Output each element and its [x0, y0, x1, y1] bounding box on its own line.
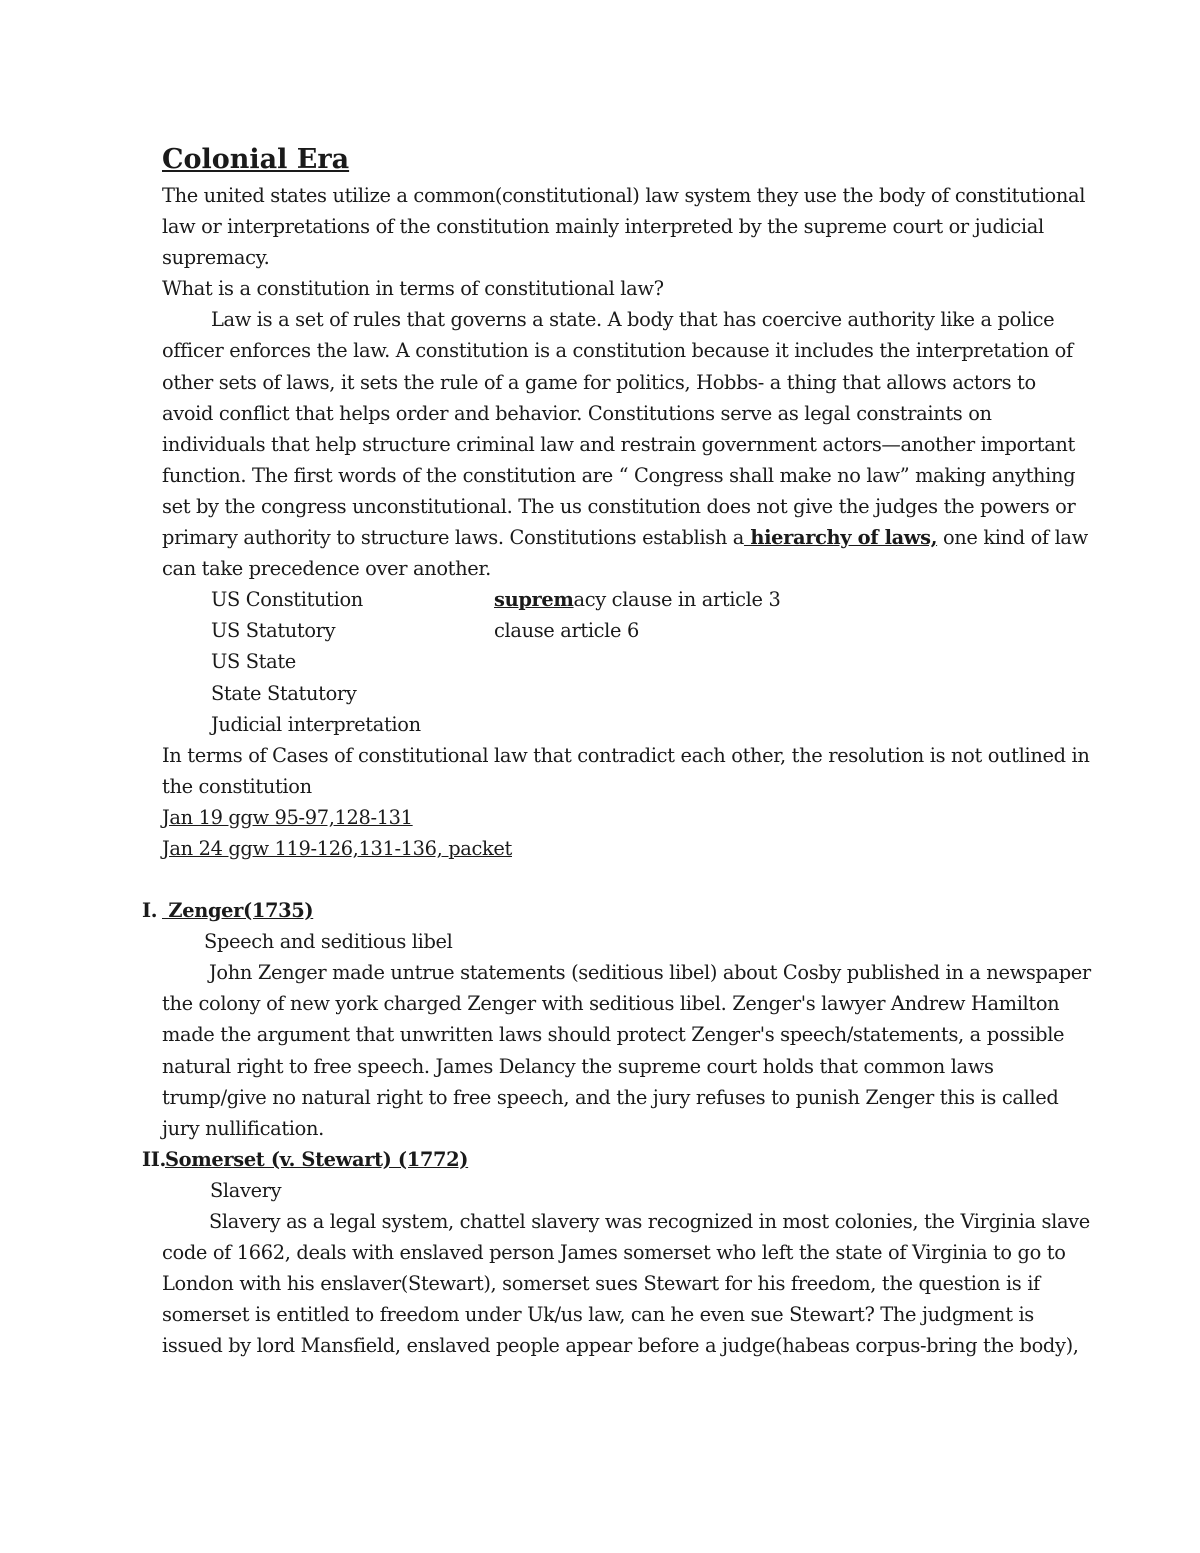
section-body: John Zenger made untrue statements (seditious libel) about Cosby published in a newspaper the colony of new york charged Zenger with seditious libel. Zenger's lawyer Andrew Hamilton made the argument that unwritten laws should protect Zenger's speech/statements, a possible natural right to free speech. James Delancy the supreme court holds that common laws trump/give no natural right to free speech, and the jury refuses to punish Zenger this is called jury nullification.: [162, 961, 1091, 1140]
hierarchy-list: [162, 584, 1092, 739]
hierarchy-row: [162, 615, 1092, 646]
supremacy-note: [494, 584, 780, 615]
section-numeral: II.: [142, 1147, 166, 1171]
hierarchy-item: US State: [211, 650, 296, 674]
hierarchy-item: US Constitution: [211, 588, 363, 612]
page-title: Colonial Era: [162, 144, 350, 175]
section-heading: [142, 895, 1092, 926]
hierarchy-item: US Statutory: [211, 619, 336, 643]
contradiction-paragraph: In terms of Cases of constitutional law that contradict each other, the resolution is not outlined in the constitution: [162, 743, 1090, 798]
clause-note: clause article 6: [494, 619, 639, 643]
hierarchy-of-laws-emphasis: hierarchy of laws,: [743, 526, 938, 550]
question-line: What is a constitution in terms of constitutional law?: [162, 277, 664, 301]
section-zenger: [142, 895, 1092, 1144]
supremacy-rest: acy clause in article 3: [573, 588, 781, 612]
section-heading: [142, 1144, 1092, 1175]
hierarchy-row: [162, 678, 1092, 709]
answer-text-2: one kind of law can take precedence over another.: [162, 526, 1088, 581]
section-title: Zenger(1735): [162, 899, 314, 923]
section-somerset: [142, 1144, 1092, 1362]
section-topic: Slavery: [210, 1178, 282, 1202]
answer-paragraph: [162, 304, 1092, 584]
supremacy-bold: suprem: [494, 588, 574, 612]
hierarchy-item: Judicial interpretation: [211, 712, 421, 736]
hierarchy-row: [162, 646, 1092, 677]
document-body: [142, 143, 1092, 1361]
hierarchy-item: State Statutory: [211, 681, 357, 705]
reading-assignment: Jan 19 ggw 95-97,128-131: [162, 805, 413, 829]
section-topic: Speech and seditious libel: [204, 930, 453, 954]
hierarchy-row: [162, 584, 1092, 615]
blank-line: [162, 864, 1092, 895]
section-title: Somerset (v. Stewart) (1772): [165, 1147, 469, 1171]
hierarchy-row: [162, 709, 1092, 740]
section-numeral: I.: [142, 899, 158, 923]
section-body: Slavery as a legal system, chattel slavery was recognized in most colonies, the Virginia slave code of 1662, deals with enslaved person James somerset who left the state of Virginia to go to London with his enslaver(Stewart), somerset sues Stewart for his freedom, the question is if somerset is entitled to freedom under Uk/us law, can he even sue Stewart? The judgment is issued by lord Mansfield, enslaved people appear before a judge(habeas corpus-bring the body),: [162, 1210, 1090, 1358]
reading-assignment: Jan 24 ggw 119-126,131-136, packet: [162, 836, 512, 860]
intro-paragraph: The united states utilize a common(constitutional) law system they use the body of constitutional law or interpretations of the constitution mainly interpreted by the supreme court or judicial supremacy.: [162, 184, 1086, 270]
answer-text-1: Law is a set of rules that governs a state. A body that has coercive authority like a police officer enforces the law. A constitution is a constitution because it includes the interpretation of other sets of laws, it sets the rule of a game for politics, Hobbs- a thing that allows actors to avoid conflict that helps order and behavior. Constitutions serve as legal constraints on individuals that help structure criminal law and restrain government actors—another important function. The first words of the constitution are “ Congress shall make no law” making anything set by the congress unconstitutional. The us constitution does not give the judges the powers or primary authority to structure laws. Constitutions establish a: [162, 308, 1076, 550]
